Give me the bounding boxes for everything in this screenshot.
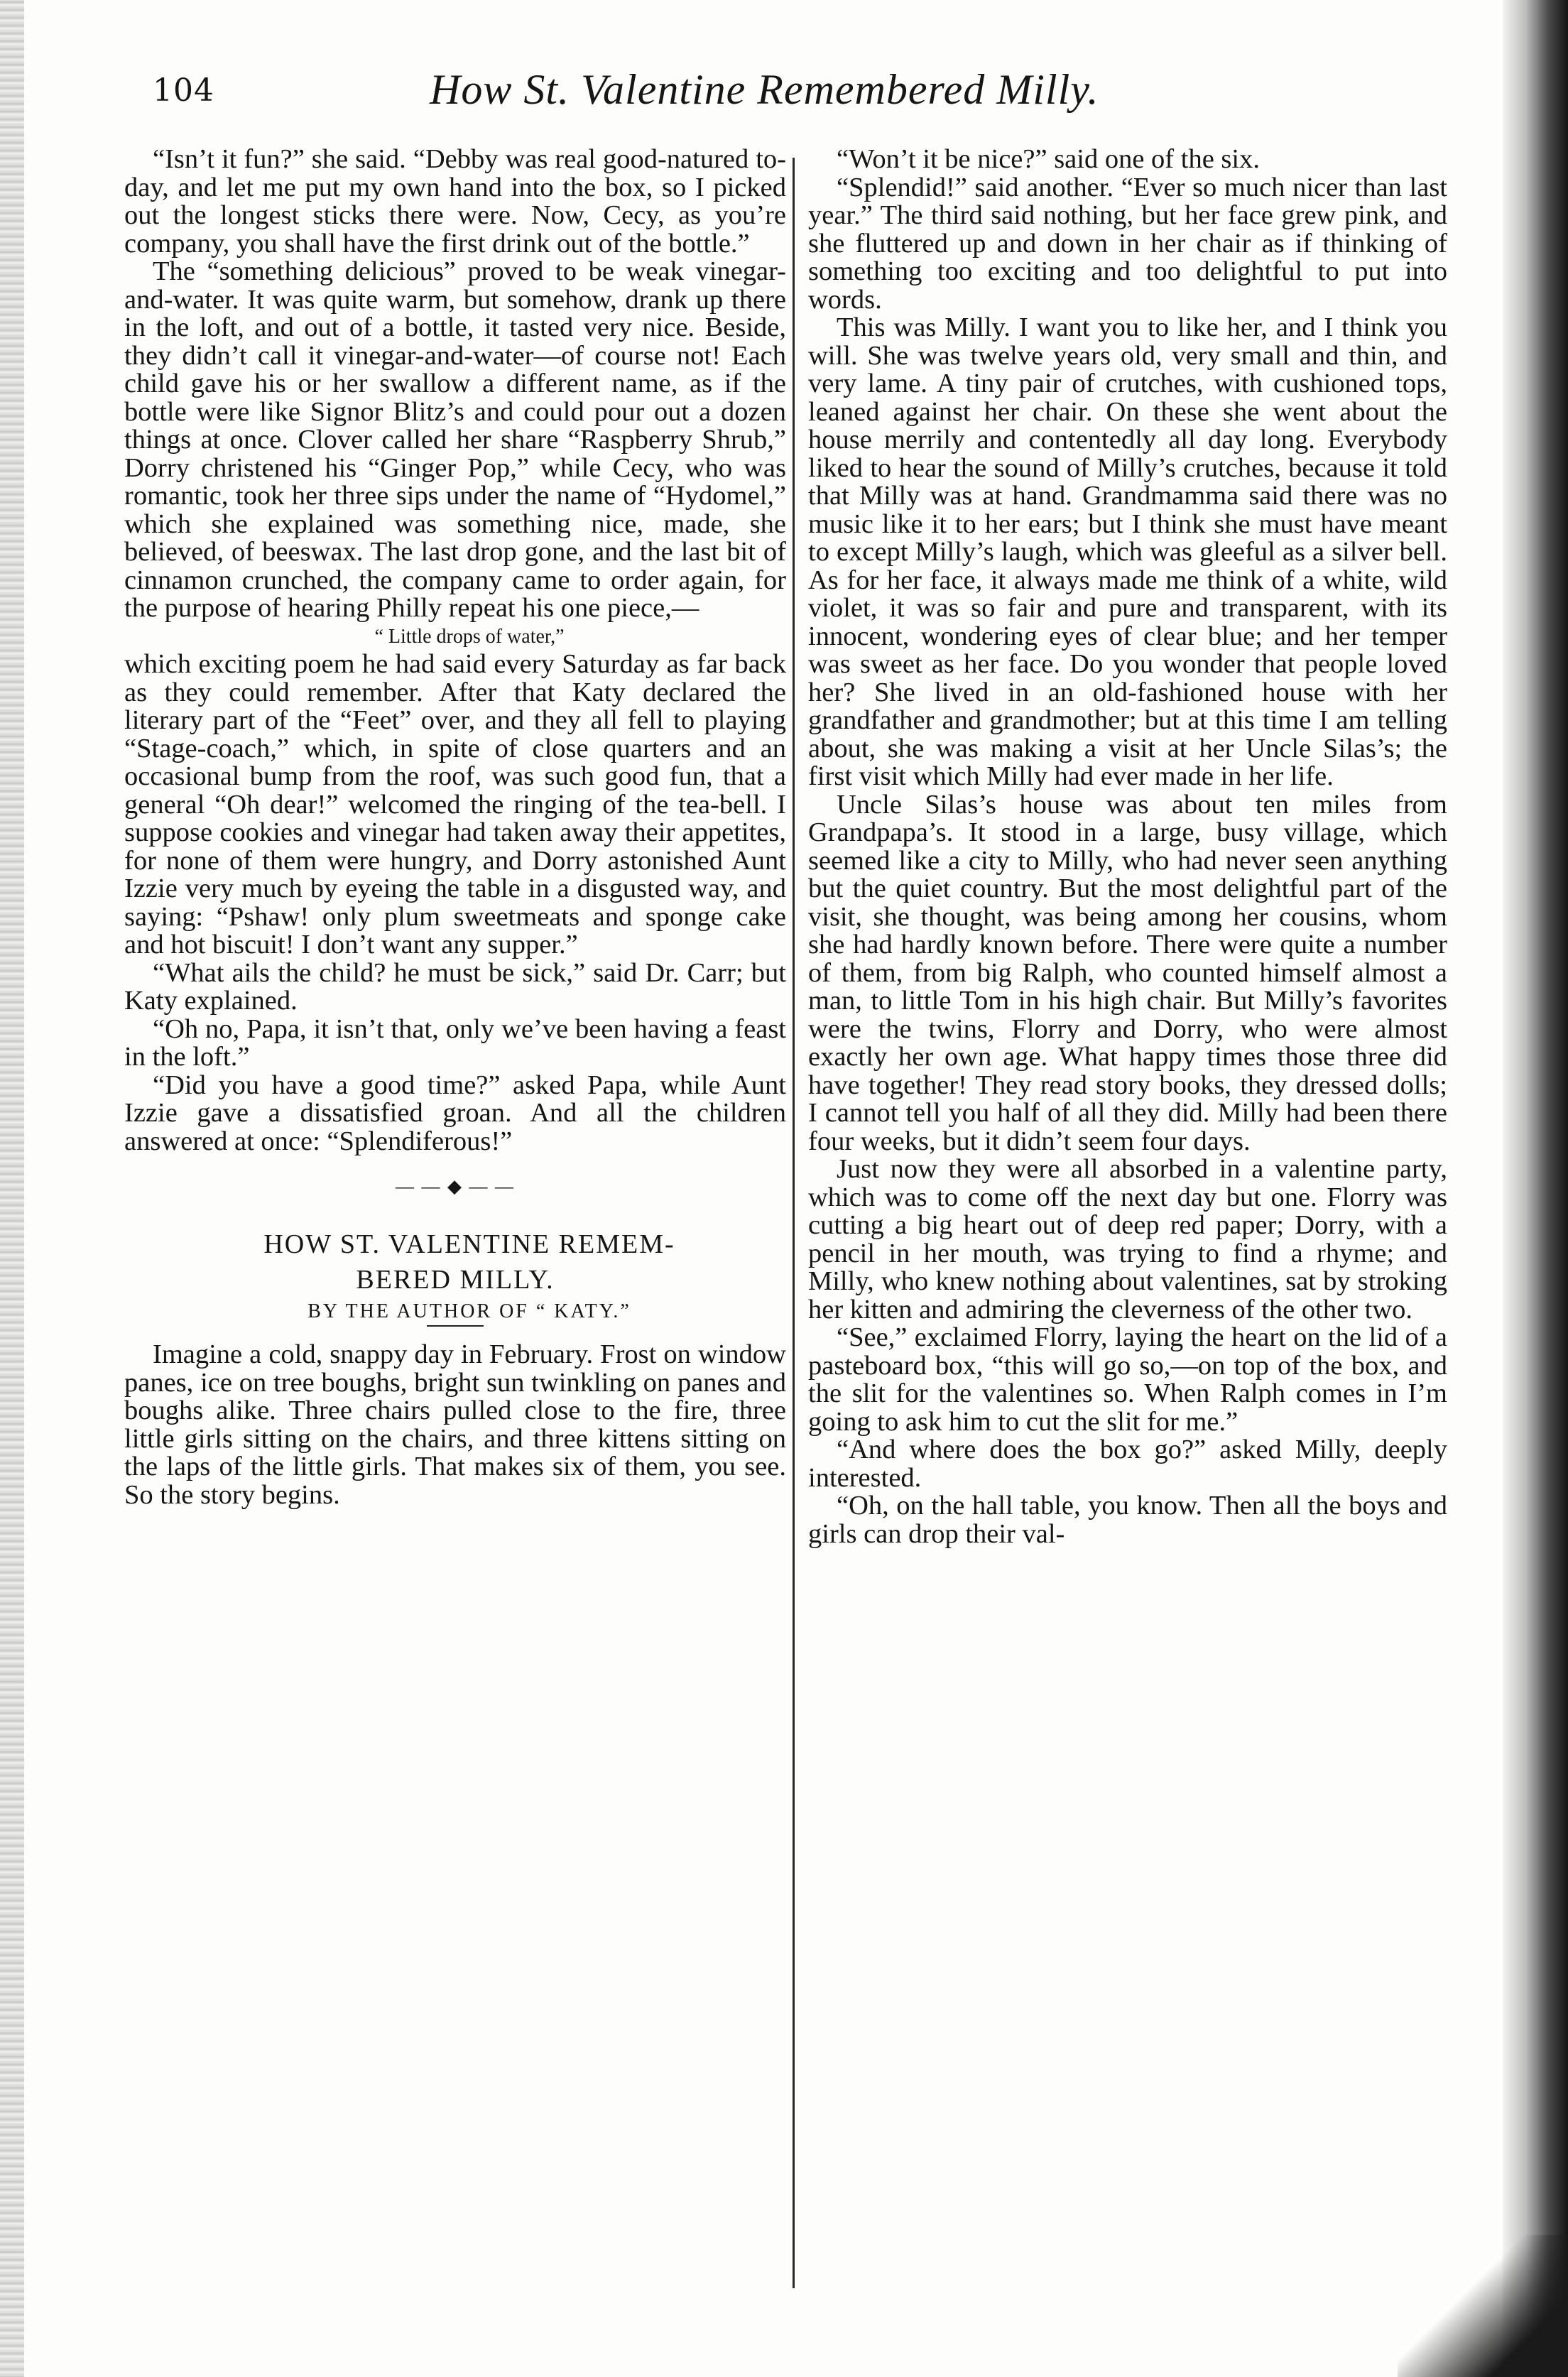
running-title: How St. Valentine Remembered Milly. bbox=[430, 66, 1099, 113]
paragraph: which exciting poem he had said every Saturday as far back as they could remember. After that Katy declared the literary part of the “Feet” over, and they all fell to playing “Stage-coach,” which, in spite of close quarters and an occasional bump from the roof, was such good fun, that a general “Oh dear!” welcomed the ringing of the tea-bell. I suppose cookies and vinegar had taken away their appetites, for none of them were hungry, and Dorry astonished Aunt Izzie very much by eyeing the table in a disgusted way, and saying: “Pshaw! only plum sweetmeats and sponge cake and hot biscuit! I don’t want any supper.” bbox=[124, 649, 786, 959]
right-column bbox=[808, 146, 1447, 1548]
paragraph: “Did you have a good time?” asked Papa, while Aunt Izzie gave a dissatisfied groan. And all the children answered at once: “Splendiferous!” bbox=[124, 1070, 786, 1156]
left-column bbox=[124, 146, 786, 1509]
paragraph: “Oh, on the hall table, you know. Then all the boys and girls can drop their val- bbox=[808, 1491, 1447, 1549]
section-ornament: — — ◆ — — bbox=[396, 1176, 515, 1197]
paragraph: “What ails the child? he must be sick,” said Dr. Carr; but Katy explained. bbox=[124, 957, 786, 1016]
paragraph: “Oh no, Papa, it isn’t that, only we’ve been having a feast in the loft.” bbox=[124, 1013, 786, 1072]
paragraph: “Won’t it be nice?” said one of the six. bbox=[837, 144, 1260, 174]
page-gutter bbox=[0, 0, 24, 2377]
column-divider bbox=[793, 158, 795, 2288]
title-rule bbox=[427, 1325, 484, 1327]
paragraph: The “something delicious” proved to be weak vinegar-and-water. It was quite warm, but somehow, drank up there in the loft, and out of a bottle, it tasted very nice. Beside, they didn’t call it vinegar-and-water—of course not! Each child gave his or her swallow a different name, as if the bottle were like Signor Blitz’s and could pour out a dozen things at once. Clover called her share “Raspberry Shrub,” Dorry christened his “Ginger Pop,” while Cecy, who was romantic, took her three sips under the name of “Hydomel,” which she explained was something nice, made, she believed, of beeswax. The last drop gone, and the last bit of cinnamon crunched, the company came to order again, for the purpose of hearing Philly repeat his one piece,— bbox=[124, 256, 786, 623]
story-title bbox=[124, 1226, 786, 1298]
paragraph: Just now they were all absorbed in a valentine party, which was to come off the next day but one. Florry was cutting a big heart out of deep red paper; Dorry, with a pencil in her mouth, was trying to find a rhyme; and Milly, who knew nothing about valentines, sat by stroking her kitten and admiring the cleverness of the other two. bbox=[808, 1154, 1447, 1325]
byline: BY THE AUTHOR OF “ KATY.” bbox=[307, 1300, 631, 1322]
story-title-line: HOW ST. VALENTINE REMEM- bbox=[263, 1229, 675, 1259]
paragraph: Uncle Silas’s house was about ten miles from Grandpapa’s. It stood in a large, busy village, which seemed like a city to Milly, who had never seen anything but the quiet country. But the most delightful part of the visit, she thought, was being among her cousins, whom she had hardly known before. There were quite a number of them, from big Ralph, who counted himself almost a man, to little Tom in his high chair. But Milly’s favorites were the twins, Florry and Dorry, who were almost exactly her own age. What happy times those three did have together! They read story books, they dressed dolls; I cannot tell you half of all they did. Milly had been there four weeks, but it didn’t seem four days. bbox=[808, 789, 1447, 1156]
quoted-poem-title: “ Little drops of water,” bbox=[374, 625, 565, 648]
page-header bbox=[153, 65, 1474, 129]
page-number: 104 bbox=[153, 72, 214, 109]
binding-edge bbox=[1503, 0, 1568, 2377]
binding-shadow bbox=[1398, 2235, 1568, 2377]
paragraph: “See,” exclaimed Florry, laying the heart on the lid of a pasteboard box, “this will go so,—on top of the box, and the slit for the valentines so. When Ralph comes in I’m going to ask him to cut the slit for me.” bbox=[808, 1322, 1447, 1437]
paragraph: “And where does the box go?” asked Milly, deeply interested. bbox=[808, 1435, 1447, 1493]
story-title-line: BERED MILLY. bbox=[356, 1264, 555, 1295]
paragraph: “Splendid!” said another. “Ever so much nicer than last year.” The third said nothing, but her face grew pink, and she fluttered up and down in her chair as if thinking of something too exciting and too delightful to put into words. bbox=[808, 172, 1447, 315]
paragraph: Imagine a cold, snappy day in February. Frost on window panes, ice on tree boughs, bright sun twinkling on panes and boughs alike. Three chairs pulled close to the fire, three little girls sitting on the chairs, and three kittens sitting on the laps of the little girls. That makes six of them, you see. So the story begins. bbox=[124, 1339, 786, 1510]
paragraph: “Isn’t it fun?” she said. “Debby was real good-natured to-day, and let me put my own hand into the box, so I picked out the longest sticks there were. Now, Cecy, as you’re company, you shall have the first drink out of the bottle.” bbox=[124, 144, 786, 259]
paragraph: This was Milly. I want you to like her, and I think you will. She was twelve years old, very small and thin, and very lame. A tiny pair of crutches, with cushioned tops, leaned against her chair. On these she went about the house merrily and contentedly all day long. Everybody liked to hear the sound of Milly’s crutches, because it told that Milly was at hand. Grandmamma said there was no music like it to her ears; but I think she must have meant to except Milly’s laugh, which was gleeful as a silver bell. As for her face, it always made me think of a white, wild violet, it was so fair and pure and transparent, with its innocent, wondering eyes of clear blue; and her temper was sweet as her face. Do you wonder that people loved her? She lived in an old-fashioned house with her grandfather and grandmother; but at this time I am telling about, she was making a visit at her Uncle Silas’s; the first visit which Milly had ever made in her life. bbox=[808, 312, 1447, 791]
